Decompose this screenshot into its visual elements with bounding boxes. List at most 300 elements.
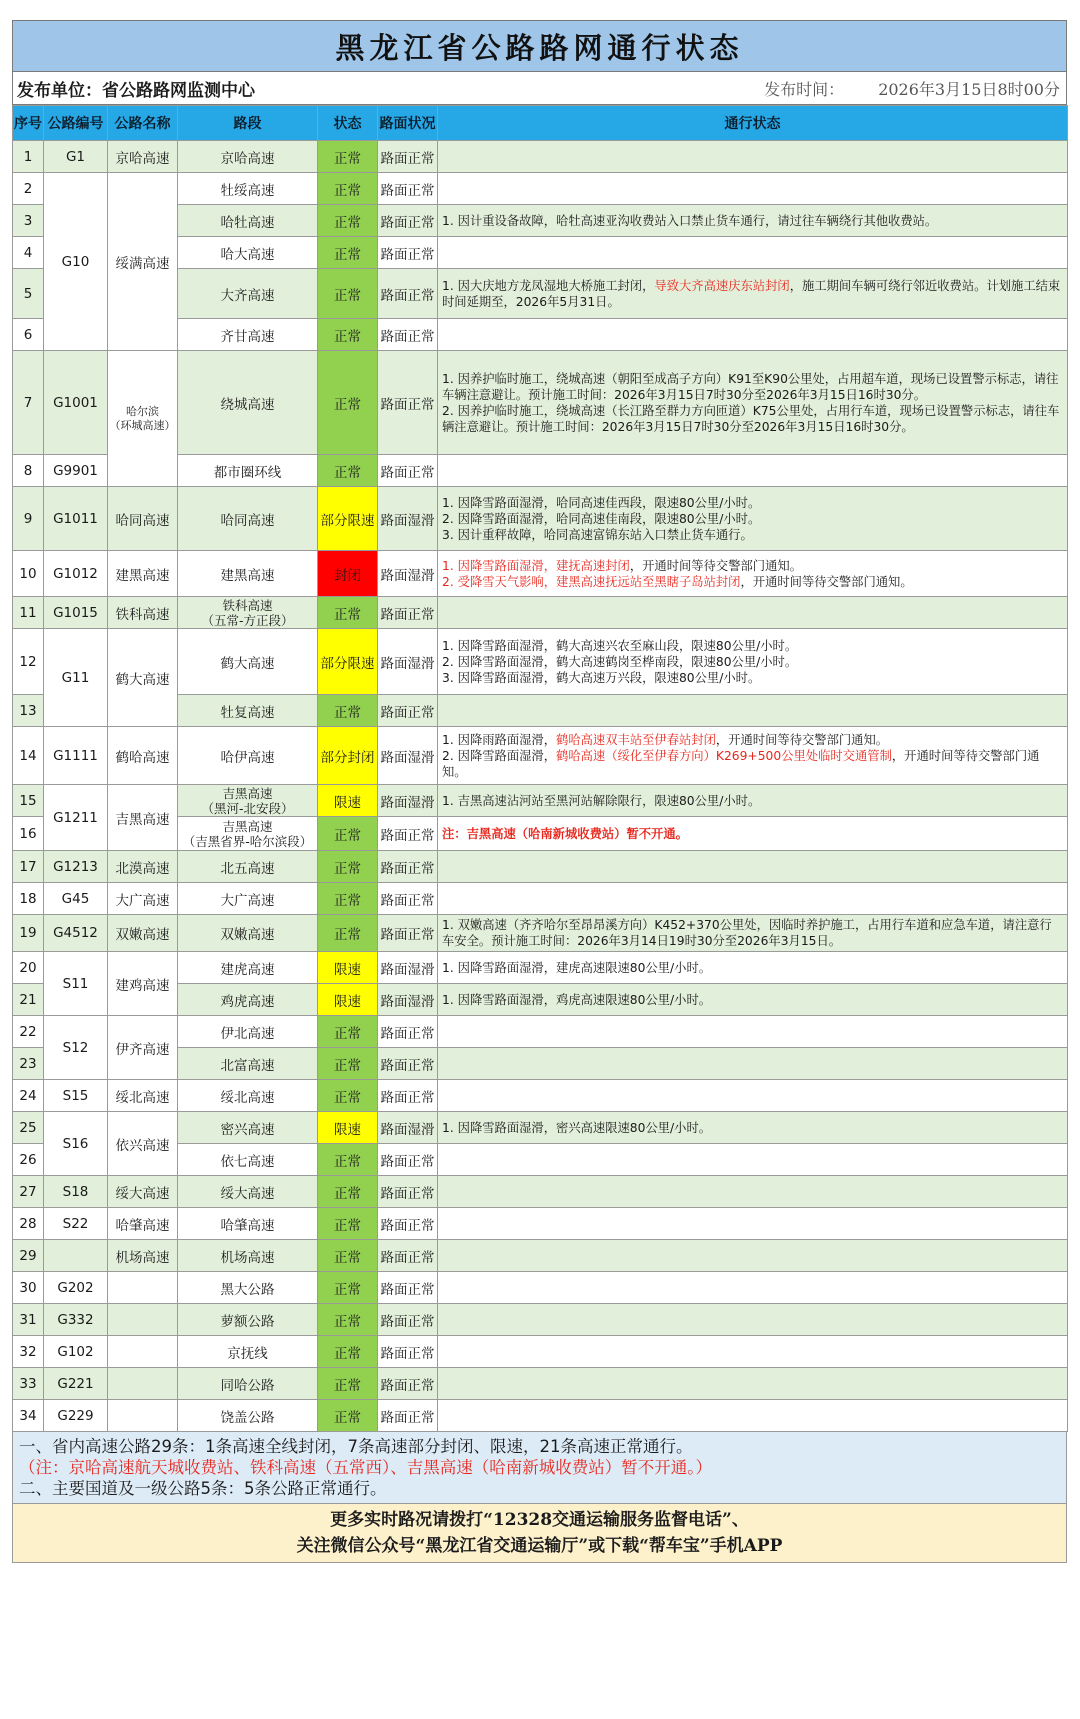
road-name: 北漠高速 [108, 851, 178, 883]
road-code: G11 [44, 629, 108, 727]
status-badge: 正常 [318, 269, 378, 319]
status-badge: 正常 [318, 141, 378, 173]
row-no: 12 [13, 629, 44, 695]
publish-time-value: 2026年3月15日8时00分 [878, 79, 1060, 99]
road-name [108, 1400, 178, 1432]
road-section: 黑大公路 [178, 1272, 318, 1304]
header-surface: 路面状况 [378, 106, 438, 141]
road-name: 哈肇高速 [108, 1208, 178, 1240]
road-code: G221 [44, 1368, 108, 1400]
road-section: 密兴高速 [178, 1112, 318, 1144]
traffic-detail [438, 1016, 1068, 1048]
surface-condition: 路面正常 [378, 1304, 438, 1336]
road-section: 牡绥高速 [178, 173, 318, 205]
traffic-detail [438, 851, 1068, 883]
status-badge: 正常 [318, 1304, 378, 1336]
surface-condition: 路面湿滑 [378, 984, 438, 1016]
row-no: 34 [13, 1400, 44, 1432]
table-row [13, 952, 1068, 984]
header-traffic: 通行状态 [438, 106, 1068, 141]
status-badge: 正常 [318, 1208, 378, 1240]
road-section: 鸡虎高速 [178, 984, 318, 1016]
row-no: 23 [13, 1048, 44, 1080]
road-name [108, 1368, 178, 1400]
row-no: 13 [13, 695, 44, 727]
traffic-detail-line [442, 748, 1063, 780]
traffic-detail [438, 629, 1068, 695]
traffic-detail [438, 487, 1068, 551]
surface-condition: 路面正常 [378, 173, 438, 205]
row-no: 27 [13, 1176, 44, 1208]
road-name [108, 1304, 178, 1336]
footer-hotline: 更多实时路况请拨打“12328交通运输服务监督电话”、 [330, 1510, 749, 1530]
row-no: 2 [13, 173, 44, 205]
table-row [13, 173, 1068, 205]
surface-condition: 路面正常 [378, 695, 438, 727]
table-row [13, 1112, 1068, 1144]
traffic-detail [438, 237, 1068, 269]
surface-condition: 路面正常 [378, 1016, 438, 1048]
traffic-detail [438, 455, 1068, 487]
road-name: 建鸡高速 [108, 952, 178, 1016]
road-section-line: 铁科高速 [222, 597, 273, 613]
table-row [13, 785, 1068, 817]
road-code: G332 [44, 1304, 108, 1336]
status-badge: 正常 [318, 205, 378, 237]
table-row [13, 1368, 1068, 1400]
table-row [13, 727, 1068, 785]
row-no: 21 [13, 984, 44, 1016]
road-section-line: 吉黑高速 [222, 818, 273, 834]
detail-alert-text: 导致大齐高速庆东站封闭 [654, 278, 790, 293]
road-code [44, 1240, 108, 1272]
road-section: 同哈公路 [178, 1368, 318, 1400]
road-code: S15 [44, 1080, 108, 1112]
row-no: 14 [13, 727, 44, 785]
traffic-detail-line: 1. 双嫩高速（齐齐哈尔至昂昂溪方向）K452+370公里处，因临时养护施工，占用行车道和应急车道，请注意行车安全。预计施工时间：2026年3月14日19时30分至2026年3月15日。 [442, 918, 1052, 948]
status-badge: 正常 [318, 695, 378, 727]
road-name: 依兴高速 [108, 1112, 178, 1176]
row-no: 8 [13, 455, 44, 487]
road-code: G1213 [44, 851, 108, 883]
summary-highways: 一、省内高速公路29条：1条高速全线封闭，7条高速部分封闭、限速，21条高速正常通行。 [19, 1437, 693, 1456]
row-no: 20 [13, 952, 44, 984]
row-no: 28 [13, 1208, 44, 1240]
traffic-detail [438, 1112, 1068, 1144]
road-section-line: （黑河-北安段） [201, 800, 294, 816]
row-no: 32 [13, 1336, 44, 1368]
road-code: G202 [44, 1272, 108, 1304]
detail-text: ，开通时间等待交警部门通知。 [629, 558, 802, 573]
row-no: 11 [13, 597, 44, 629]
status-badge: 正常 [318, 173, 378, 205]
row-no: 4 [13, 237, 44, 269]
publish-time-label: 发布时间： [764, 79, 845, 99]
surface-condition: 路面正常 [378, 319, 438, 351]
road-code: G1011 [44, 487, 108, 551]
table-row [13, 487, 1068, 551]
table-row [13, 1336, 1068, 1368]
surface-condition: 路面正常 [378, 1400, 438, 1432]
status-badge: 正常 [318, 1176, 378, 1208]
road-code: G1 [44, 141, 108, 173]
surface-condition: 路面正常 [378, 269, 438, 319]
surface-condition: 路面湿滑 [378, 551, 438, 597]
summary-note: （注：京哈高速航天城收费站、铁科高速（五常西）、吉黑高速（哈南新城收费站）暂不开通。） [19, 1458, 712, 1477]
table-header-row [13, 106, 1068, 141]
traffic-detail-line [442, 574, 1063, 590]
traffic-detail [438, 785, 1068, 817]
road-section: 建虎高速 [178, 952, 318, 984]
traffic-detail [438, 1272, 1068, 1304]
traffic-detail-line: 3. 因降雪路面湿滑，鹤大高速万兴段，限速80公里/小时。 [442, 670, 761, 685]
table-row [13, 351, 1068, 455]
surface-condition: 路面湿滑 [378, 1112, 438, 1144]
traffic-detail [438, 1176, 1068, 1208]
road-code: G1111 [44, 727, 108, 785]
status-badge: 限速 [318, 785, 378, 817]
detail-alert-text: 2. 受降雪天气影响，建黑高速抚远站至黑瞎子岛站封闭 [442, 574, 741, 589]
road-section: 哈牡高速 [178, 205, 318, 237]
traffic-detail [438, 883, 1068, 915]
road-section: 绥大高速 [178, 1176, 318, 1208]
traffic-detail-line: 1. 因降雪路面湿滑，哈同高速佳西段，限速80公里/小时。 [442, 495, 761, 510]
surface-condition: 路面正常 [378, 237, 438, 269]
header-status: 状态 [318, 106, 378, 141]
road-section: 都市圈环线 [178, 455, 318, 487]
traffic-detail [438, 205, 1068, 237]
traffic-detail-line: 2. 因降雪路面湿滑，哈同高速佳南段，限速80公里/小时。 [442, 511, 761, 526]
road-code: G1211 [44, 785, 108, 851]
traffic-detail [438, 952, 1068, 984]
road-section: 伊北高速 [178, 1016, 318, 1048]
status-badge: 正常 [318, 1048, 378, 1080]
table-row [13, 1272, 1068, 1304]
detail-alert-text: 鹤哈高速双丰站至伊春站封闭 [556, 732, 716, 747]
table-row [13, 851, 1068, 883]
row-no: 5 [13, 269, 44, 319]
traffic-detail [438, 1240, 1068, 1272]
row-no: 25 [13, 1112, 44, 1144]
road-code: S12 [44, 1016, 108, 1080]
road-section [178, 817, 318, 851]
traffic-detail [438, 915, 1068, 952]
road-section-line: （吉黑省界-哈尔滨段） [182, 833, 313, 849]
traffic-detail [438, 817, 1068, 851]
table-row [13, 1080, 1068, 1112]
status-badge: 部分限速 [318, 629, 378, 695]
traffic-detail-line: 2. 因养护临时施工，绕城高速（长江路至群力方向匝道）K75公里处，占用行车道，现场已设置警示标志，请往车辆注意避让。预计施工时间：2026年3月15日7时30分至2026年3月15日16时30分。 [442, 403, 1060, 434]
detail-text: 2. 因降雪路面湿滑， [442, 748, 557, 763]
road-section: 京抚线 [178, 1336, 318, 1368]
traffic-detail-line: 1. 因养护临时施工，绕城高速（朝阳至成高子方向）K91至K90公里处，占用超车道，现场已设置警示标志，请往车辆注意避让。预计施工时间：2026年3月15日7时30分至2026年3月15日16时30分。 [442, 371, 1059, 402]
traffic-detail [438, 1400, 1068, 1432]
traffic-detail [438, 597, 1068, 629]
road-section: 哈同高速 [178, 487, 318, 551]
row-no: 7 [13, 351, 44, 455]
table-row [13, 1400, 1068, 1432]
table-row [13, 1304, 1068, 1336]
row-no: 17 [13, 851, 44, 883]
traffic-detail [438, 351, 1068, 455]
status-table [12, 105, 1068, 1432]
road-name: 吉黑高速 [108, 785, 178, 851]
road-name: 机场高速 [108, 1240, 178, 1272]
road-name: 鹤大高速 [108, 629, 178, 727]
traffic-detail [438, 984, 1068, 1016]
footer-wechat-app: 关注微信公众号“黑龙江省交通运输厅”或下载“帮车宝”手机APP [296, 1536, 783, 1556]
surface-condition: 路面正常 [378, 141, 438, 173]
row-no: 16 [13, 817, 44, 851]
traffic-detail [438, 727, 1068, 785]
row-no: 26 [13, 1144, 44, 1176]
road-name: 绥北高速 [108, 1080, 178, 1112]
detail-text: ，开通时间等待交警部门通知。 [740, 574, 913, 589]
surface-condition: 路面湿滑 [378, 727, 438, 785]
road-section: 萝额公路 [178, 1304, 318, 1336]
detail-alert-text: 1. 因降雪路面湿滑，建抚高速封闭 [442, 558, 630, 573]
road-name [108, 1272, 178, 1304]
road-name: 绥大高速 [108, 1176, 178, 1208]
status-badge: 正常 [318, 1400, 378, 1432]
road-name: 建黑高速 [108, 551, 178, 597]
road-section: 哈伊高速 [178, 727, 318, 785]
traffic-detail-line: 1. 吉黑高速沾河站至黑河站解除限行，限速80公里/小时。 [442, 793, 761, 808]
surface-condition: 路面正常 [378, 851, 438, 883]
row-no: 9 [13, 487, 44, 551]
surface-condition: 路面湿滑 [378, 785, 438, 817]
status-badge: 部分封闭 [318, 727, 378, 785]
status-badge: 封闭 [318, 551, 378, 597]
status-badge: 正常 [318, 455, 378, 487]
surface-condition: 路面正常 [378, 1368, 438, 1400]
road-name [108, 351, 178, 487]
traffic-detail-line: 1. 因降雪路面湿滑，鸡虎高速限速80公里/小时。 [442, 992, 712, 1007]
table-row [13, 629, 1068, 695]
summary-national-roads: 二、主要国道及一级公路5条：5条公路正常通行。 [19, 1479, 387, 1498]
traffic-detail [438, 319, 1068, 351]
row-no: 15 [13, 785, 44, 817]
status-badge: 正常 [318, 1240, 378, 1272]
surface-condition: 路面正常 [378, 351, 438, 455]
traffic-detail [438, 1144, 1068, 1176]
detail-text: 1. 因降雨路面湿滑， [442, 732, 557, 747]
traffic-detail [438, 551, 1068, 597]
page-title: 黑龙江省公路路网通行状态 [12, 20, 1067, 72]
status-badge: 正常 [318, 237, 378, 269]
status-badge: 限速 [318, 1112, 378, 1144]
surface-condition: 路面正常 [378, 1208, 438, 1240]
surface-condition: 路面正常 [378, 1080, 438, 1112]
road-code: S18 [44, 1176, 108, 1208]
traffic-detail-line: 3. 因计重秤故障，哈同高速富锦东站入口禁止货车通行。 [442, 527, 753, 542]
road-section: 哈肇高速 [178, 1208, 318, 1240]
road-name: 京哈高速 [108, 141, 178, 173]
road-name-line: （环城高速） [109, 418, 176, 432]
road-section [178, 785, 318, 817]
publisher: 发布单位：省公路路网监测中心 [17, 80, 255, 101]
road-code: G229 [44, 1400, 108, 1432]
traffic-detail [438, 173, 1068, 205]
header-section: 路段 [178, 106, 318, 141]
footer-contact [12, 1504, 1067, 1563]
status-badge: 正常 [318, 1144, 378, 1176]
detail-alert-text: 鹤哈高速（绥化至伊春方向）K269+500公里处临时交通管制 [556, 748, 892, 763]
status-badge: 正常 [318, 1368, 378, 1400]
table-row [13, 883, 1068, 915]
traffic-detail [438, 1208, 1068, 1240]
road-section: 双嫩高速 [178, 915, 318, 952]
road-name: 伊齐高速 [108, 1016, 178, 1080]
header-road-name: 公路名称 [108, 106, 178, 141]
table-row [13, 1176, 1068, 1208]
detail-text: ，施工期间车辆可绕行邻近收费站。计划施工结束时间延期至，2026年5月31日。 [442, 278, 1061, 309]
road-code: G10 [44, 173, 108, 351]
traffic-detail [438, 1368, 1068, 1400]
road-section: 大广高速 [178, 883, 318, 915]
table-row [13, 1208, 1068, 1240]
publish-info-bar [12, 72, 1067, 105]
road-section: 绕城高速 [178, 351, 318, 455]
traffic-detail [438, 1048, 1068, 1080]
surface-condition: 路面湿滑 [378, 952, 438, 984]
traffic-detail-line: 1. 因降雪路面湿滑，鹤大高速兴农至麻山段，限速80公里/小时。 [442, 638, 798, 653]
status-badge: 正常 [318, 915, 378, 952]
row-no: 22 [13, 1016, 44, 1048]
traffic-detail-line: 1. 因降雪路面湿滑，密兴高速限速80公里/小时。 [442, 1120, 712, 1135]
road-code: S22 [44, 1208, 108, 1240]
road-section-line: （五常-方正段） [201, 612, 294, 628]
traffic-status-sheet [12, 20, 1067, 1563]
row-no: 10 [13, 551, 44, 597]
traffic-detail [438, 1336, 1068, 1368]
road-section: 绥北高速 [178, 1080, 318, 1112]
road-name: 哈同高速 [108, 487, 178, 551]
surface-condition: 路面正常 [378, 915, 438, 952]
road-name [108, 1336, 178, 1368]
surface-condition: 路面正常 [378, 817, 438, 851]
road-code: G45 [44, 883, 108, 915]
status-badge: 部分限速 [318, 487, 378, 551]
road-name-line: 哈尔滨 [126, 404, 159, 418]
road-code: G4512 [44, 915, 108, 952]
surface-condition: 路面正常 [378, 1048, 438, 1080]
status-badge: 正常 [318, 597, 378, 629]
road-section: 大齐高速 [178, 269, 318, 319]
table-row [13, 141, 1068, 173]
status-badge: 正常 [318, 883, 378, 915]
row-no: 3 [13, 205, 44, 237]
road-name: 铁科高速 [108, 597, 178, 629]
road-section: 齐甘高速 [178, 319, 318, 351]
road-code: S16 [44, 1112, 108, 1176]
status-badge: 正常 [318, 817, 378, 851]
traffic-detail-line: 1. 因降雪路面湿滑，建虎高速限速80公里/小时。 [442, 960, 712, 975]
detail-note: 注：吉黑高速（哈南新城收费站）暂不开通。 [442, 826, 688, 841]
surface-condition: 路面正常 [378, 1272, 438, 1304]
surface-condition: 路面正常 [378, 1336, 438, 1368]
row-no: 31 [13, 1304, 44, 1336]
summary-panel [12, 1432, 1067, 1504]
traffic-detail-line: 2. 因降雪路面湿滑，鹤大高速鹤岗至桦南段，限速80公里/小时。 [442, 654, 798, 669]
road-name: 双嫩高速 [108, 915, 178, 952]
surface-condition: 路面正常 [378, 883, 438, 915]
header-road-no: 公路编号 [44, 106, 108, 141]
detail-text: ，开通时间等待交警部门通知。 [442, 748, 1040, 779]
row-no: 33 [13, 1368, 44, 1400]
table-row [13, 551, 1068, 597]
road-code: G1001 [44, 351, 108, 455]
surface-condition: 路面湿滑 [378, 487, 438, 551]
table-row [13, 1240, 1068, 1272]
road-section: 依七高速 [178, 1144, 318, 1176]
road-name: 鹤哈高速 [108, 727, 178, 785]
surface-condition: 路面正常 [378, 455, 438, 487]
traffic-detail [438, 1080, 1068, 1112]
road-section: 建黑高速 [178, 551, 318, 597]
surface-condition: 路面正常 [378, 1240, 438, 1272]
road-section: 饶盖公路 [178, 1400, 318, 1432]
table-row [13, 1016, 1068, 1048]
traffic-detail-line [442, 558, 1063, 574]
status-badge: 正常 [318, 851, 378, 883]
detail-text: 1. 因大庆地方龙凤湿地大桥施工封闭， [442, 278, 655, 293]
surface-condition: 路面湿滑 [378, 629, 438, 695]
surface-condition: 路面正常 [378, 205, 438, 237]
road-code: G1012 [44, 551, 108, 597]
status-badge: 正常 [318, 351, 378, 455]
publish-time [764, 77, 1060, 100]
traffic-detail-line [442, 732, 1063, 748]
status-badge: 正常 [318, 1080, 378, 1112]
surface-condition: 路面正常 [378, 1176, 438, 1208]
row-no: 29 [13, 1240, 44, 1272]
table-row [13, 915, 1068, 952]
road-section: 牡复高速 [178, 695, 318, 727]
traffic-detail [438, 269, 1068, 319]
status-badge: 正常 [318, 319, 378, 351]
header-seq: 序号 [13, 106, 44, 141]
road-code: G9901 [44, 455, 108, 487]
traffic-detail [438, 141, 1068, 173]
row-no: 6 [13, 319, 44, 351]
status-badge: 限速 [318, 984, 378, 1016]
row-no: 19 [13, 915, 44, 952]
road-section: 北五高速 [178, 851, 318, 883]
road-code: S11 [44, 952, 108, 1016]
road-name: 大广高速 [108, 883, 178, 915]
status-badge: 正常 [318, 1016, 378, 1048]
row-no: 24 [13, 1080, 44, 1112]
road-name: 绥满高速 [108, 173, 178, 351]
traffic-detail [438, 1304, 1068, 1336]
row-no: 30 [13, 1272, 44, 1304]
road-section: 鹤大高速 [178, 629, 318, 695]
status-badge: 正常 [318, 1272, 378, 1304]
road-code: G1015 [44, 597, 108, 629]
road-section-line: 吉黑高速 [222, 785, 273, 801]
road-section: 机场高速 [178, 1240, 318, 1272]
row-no: 1 [13, 141, 44, 173]
road-section [178, 597, 318, 629]
traffic-detail-line: 1. 因计重设备故障，哈牡高速亚沟收费站入口禁止货车通行，请过往车辆绕行其他收费站。 [442, 213, 938, 228]
status-badge: 限速 [318, 952, 378, 984]
road-code: G102 [44, 1336, 108, 1368]
road-section: 哈大高速 [178, 237, 318, 269]
road-section: 北富高速 [178, 1048, 318, 1080]
traffic-detail [438, 695, 1068, 727]
table-row [13, 597, 1068, 629]
